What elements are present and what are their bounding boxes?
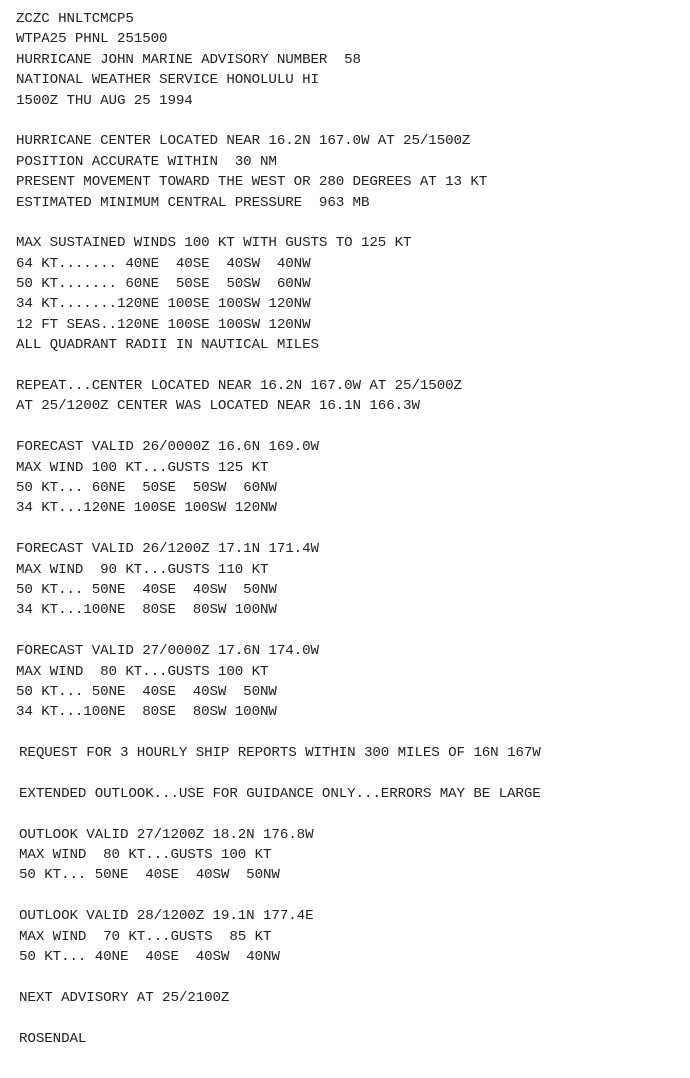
winds-line: ALL QUADRANT RADII IN NAUTICAL MILES [16, 337, 319, 354]
blank-line [16, 356, 676, 376]
forecast-line: FORECAST VALID 26/0000Z 16.6N 169.0W [16, 439, 319, 456]
winds-line: MAX SUSTAINED WINDS 100 KT WITH GUSTS TO 125 KT [16, 235, 412, 252]
next-advisory: NEXT ADVISORY AT 25/2100Z [19, 989, 230, 1006]
forecast-line: 50 KT... 60NE 50SE 50SW 60NW [16, 479, 277, 496]
forecast-line: MAX WIND 80 KT...GUSTS 100 KT [16, 663, 269, 680]
header-line: HURRICANE JOHN MARINE ADVISORY NUMBER 58 [16, 51, 361, 68]
center-line: PRESENT MOVEMENT TOWARD THE WEST OR 280 DEGREES AT 13 KT [16, 174, 488, 191]
winds-block [16, 233, 676, 355]
forecast-line: 34 KT...120NE 100SE 100SW 120NW [16, 500, 277, 517]
repeat-line: AT 25/1200Z CENTER WAS LOCATED NEAR 16.1N 166.3W [16, 398, 420, 415]
blank-line [16, 723, 676, 743]
outlook-line: 50 KT... 50NE 40SE 40SW 50NW [19, 867, 280, 884]
outlook-line: 50 KT... 40NE 40SE 40SW 40NW [19, 948, 280, 965]
forecast-line: 50 KT... 50NE 40SE 40SW 50NW [16, 683, 277, 700]
forecast-line: 50 KT... 50NE 40SE 40SW 50NW [16, 581, 277, 598]
winds-line: 64 KT....... 40NE 40SE 40SW 40NW [16, 255, 311, 272]
forecast-line: MAX WIND 90 KT...GUSTS 110 KT [16, 561, 269, 578]
blank-line [16, 417, 676, 437]
forecast-line: FORECAST VALID 26/1200Z 17.1N 171.4W [16, 541, 319, 558]
header-line: ZCZC HNLTCMCP5 [16, 11, 134, 27]
forecast-line: FORECAST VALID 27/0000Z 17.6N 174.0W [16, 643, 319, 660]
header-line: WTPA25 PHNL 251500 [16, 31, 168, 48]
blank-line [16, 213, 676, 233]
blank-line [16, 886, 676, 906]
ship-report-request: REQUEST FOR 3 HOURLY SHIP REPORTS WITHIN 300 MILES OF 16N 167W [19, 745, 541, 762]
header-block [16, 9, 676, 111]
center-line: POSITION ACCURATE WITHIN 30 NM [16, 153, 277, 170]
repeat-line: REPEAT...CENTER LOCATED NEAR 16.2N 167.0W AT 25/1500Z [16, 378, 462, 395]
center-line: HURRICANE CENTER LOCATED NEAR 16.2N 167.0W AT 25/1500Z [16, 133, 471, 150]
forecast-line: MAX WIND 100 KT...GUSTS 125 KT [16, 459, 269, 476]
forecaster-signature: ROSENDAL [19, 1030, 87, 1047]
extended-outlook-heading: EXTENDED OUTLOOK...USE FOR GUIDANCE ONLY...ERRORS MAY BE LARGE [19, 785, 541, 802]
blank-line [16, 1008, 676, 1028]
forecast-block-2 [16, 539, 676, 621]
blank-line [16, 519, 676, 539]
forecast-block-3 [16, 641, 676, 723]
header-line: NATIONAL WEATHER SERVICE HONOLULU HI [16, 72, 319, 89]
forecast-line: 34 KT...100NE 80SE 80SW 100NW [16, 602, 277, 619]
center-block [16, 131, 676, 213]
blank-line [16, 111, 676, 131]
blank-line [16, 763, 676, 783]
marine-advisory-document [16, 9, 676, 1049]
outlook-line: MAX WIND 70 KT...GUSTS 85 KT [19, 928, 272, 945]
blank-line [16, 621, 676, 641]
outlook-line: OUTLOOK VALID 27/1200Z 18.2N 176.8W [19, 826, 314, 843]
outlook-line: MAX WIND 80 KT...GUSTS 100 KT [19, 847, 272, 864]
header-line: 1500Z THU AUG 25 1994 [16, 92, 193, 109]
outlook-block-2 [16, 906, 676, 967]
center-line: ESTIMATED MINIMUM CENTRAL PRESSURE 963 MB [16, 194, 370, 211]
winds-line: 50 KT....... 60NE 50SE 50SW 60NW [16, 276, 311, 293]
forecast-line: 34 KT...100NE 80SE 80SW 100NW [16, 704, 277, 721]
forecast-block-1 [16, 437, 676, 519]
winds-line: 12 FT SEAS..120NE 100SE 100SW 120NW [16, 316, 311, 333]
winds-line: 34 KT.......120NE 100SE 100SW 120NW [16, 296, 311, 313]
blank-line [16, 804, 676, 824]
blank-line [16, 967, 676, 987]
outlook-line: OUTLOOK VALID 28/1200Z 19.1N 177.4E [19, 908, 314, 925]
repeat-block [16, 376, 676, 417]
outlook-block-1 [16, 825, 676, 886]
